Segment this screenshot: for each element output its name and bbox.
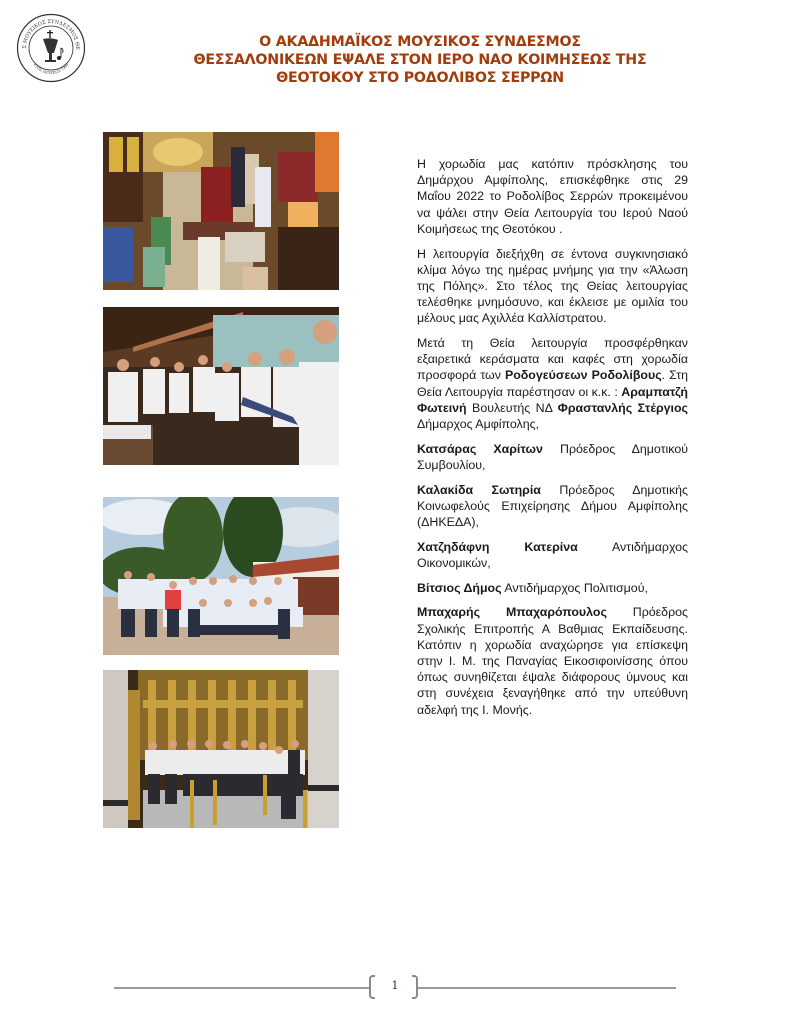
- paragraph-reception: [417, 335, 688, 432]
- page-title: [150, 33, 690, 87]
- guest-entry: [417, 482, 688, 531]
- choir-group-outdoor-photo: [103, 497, 339, 655]
- footer-divider-right: [418, 987, 676, 989]
- guest-role: Αντιδήμαρχος Οικονομικών,: [417, 539, 688, 570]
- guest-entry: [417, 580, 688, 596]
- page-number-bracket-left: [369, 975, 375, 999]
- attendees-intro: . Στη Θεία Λειτουργία παρέστησαν οι κ.κ. :: [417, 368, 688, 399]
- guest-role: Αντιδήμαρχος Πολιτισμού,: [501, 580, 648, 595]
- seal-text-top: Σ ΜΟΥΣΙΚΟΣ ΣΥΝΔΕΣΜΟΣ ΘΕ: [21, 18, 81, 50]
- title-line-2: ΘΕΣΣΑΛΟΝΙΚΕΩΝ ΕΨΑΛΕ ΣΤΟΝ ΙΕΡΟ ΝΑΟ ΚΟΙΜΗΣΕΩΣ ΤΗΣ: [193, 52, 647, 68]
- church-interior-liturgy-photo: [103, 132, 339, 290]
- guest-name: Μπαχαρής Μπαχαρόπουλος: [417, 605, 607, 620]
- guest-name: Φραστανλής Στέργιος: [557, 400, 688, 415]
- guest-name: Καλακίδα Σωτηρία: [417, 482, 541, 497]
- paragraph-liturgy: Η λειτουργία διεξήχθη σε έντονα συγκινησιακό κλίμα λόγω της ημέρας μνήμης για την «Άλωση της Πόλης». Στο τέλος της Θείας λειτουργίας τελέσθηκε μνημόσυνο, και έκλεισε με ομιλία του μέλους μας Αχιλλέα Καλλίστρατου.: [417, 246, 688, 326]
- title-line-3: ΘΕΟΤΟΚΟΥ ΣΤΟ ΡΟΔΟΛΙΒΟΣ ΣΕΡΡΩΝ: [276, 70, 564, 86]
- guest-name: Χατζηδάφνη Κατερίνα: [417, 539, 578, 554]
- guest-role: Πρόεδρος Δημοτικού Συμβουλίου,: [417, 441, 688, 472]
- guest-role: Πρόεδρος Δημοτικής Κοινωφελούς Επιχείρησης Δήμου Αμφίπολης (ΔΗΚΕΔΑ),: [417, 482, 688, 530]
- reception-text: Μετά τη Θεία λειτουργία προσφέρθηκαν εξαιρετικά κεράσματα και καφές στη χορωδία προσφορά των: [417, 336, 688, 383]
- guest-name: Βίτσιος Δήμος: [417, 580, 502, 595]
- sponsor-name: Ροδογεύσεων Ροδολίβους: [504, 368, 662, 383]
- footer-divider-left: [114, 987, 370, 989]
- closing-text: Πρόεδρος Σχολικής Επιτροπής Α Βαθμιας Εκπαίδευσης. Κατόπιν η χορωδία αναχώρησε για επίσκεψη στην Ι. Μ. της Παναγίας Εικοσιφοινίσσης όπου όπως συνηθίζεται έψαλε διάφορους ύμνους και στη συνέχεια ξεναγήθηκε από την υπεύθυνη αδελφή της Ι. Μονής.: [417, 605, 688, 717]
- seal-text-bottom: ΕΤΟΣ ΙΔΡΥΣΕΩΣ 1969: [32, 62, 70, 76]
- guest-name: Κατσάρας Χαρίτων: [417, 441, 543, 456]
- guest-entry: [417, 441, 688, 473]
- guest-entry: [417, 539, 688, 571]
- choir-monastery-iconostasis-photo: [103, 670, 339, 828]
- article-text: [417, 156, 688, 726]
- paragraph-closing: [417, 604, 688, 717]
- page-number: 1: [391, 979, 399, 992]
- guest-role: Δήμαρχος Αμφίπολης,: [417, 417, 540, 432]
- guest-name: Αραμπατζή Φωτεινή: [417, 384, 688, 415]
- association-seal-logo: [16, 13, 86, 83]
- paragraph-intro: Η χορωδία μας κατόπιν πρόσκλησης του Δημάρχου Αμφίπολης, επισκέφθηκε στις 29 Μαΐου 2022 το Ροδολίβος Σερρών προκειμένου να ψάλει στην Θεία Λειτουργία του Ιερού Ναού Κοιμήσεως της Θεοτόκου .: [417, 157, 688, 236]
- choir-singing-indoors-photo: [103, 307, 339, 465]
- guest-role: Βουλευτής ΝΔ: [466, 400, 558, 415]
- title-line-1: Ο ΑΚΑΔΗΜΑΪΚΟΣ ΜΟΥΣΙΚΟΣ ΣΥΝΔΕΣΜΟΣ: [259, 34, 581, 50]
